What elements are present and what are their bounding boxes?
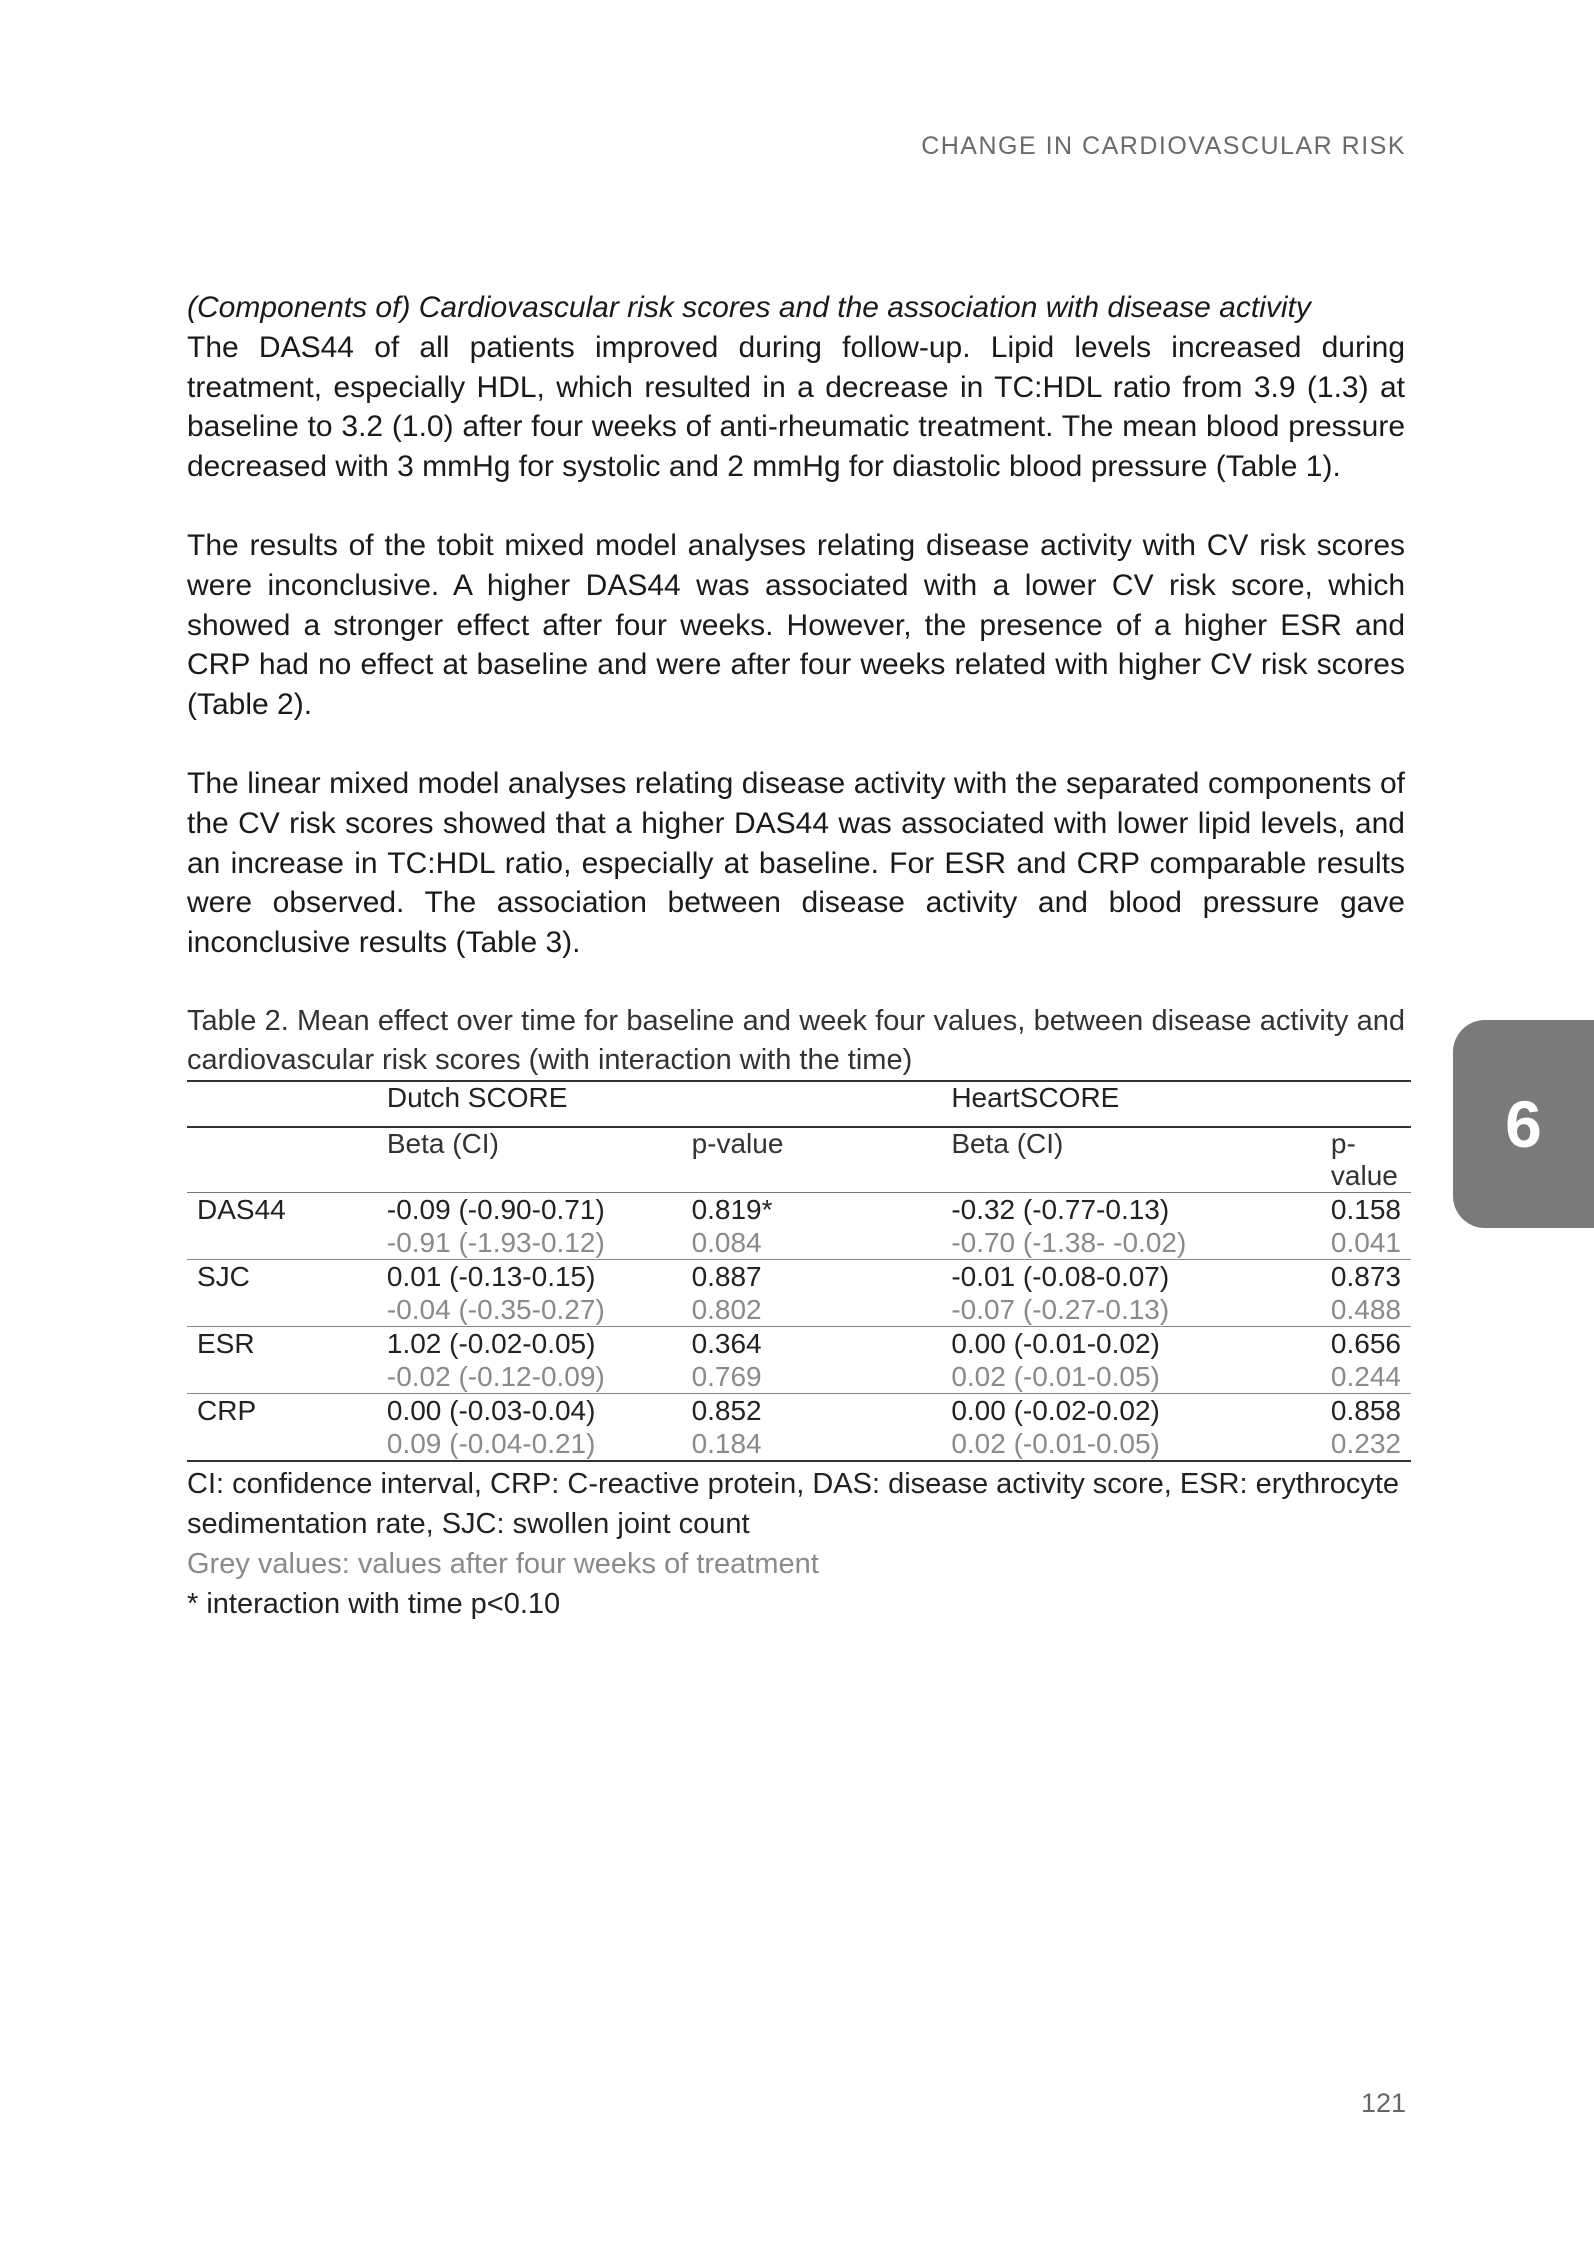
heart-p-baseline: 0.656	[1330, 1328, 1401, 1360]
heart-p-baseline: 0.158	[1330, 1194, 1401, 1226]
group-header-heartscore: HeartSCORE	[941, 1081, 1411, 1127]
table-caption: Table 2. Mean effect over time for baseline and week four values, between disease activity and cardiovascular risk scores (with interaction with the time)	[187, 1005, 1405, 1077]
dutch-beta-baseline: 1.02 (-0.02-0.05)	[386, 1328, 596, 1360]
table-row	[187, 1327, 1411, 1394]
dutch-p-baseline: 0.364	[691, 1328, 762, 1360]
heart-beta-baseline: -0.01 (-0.08-0.07)	[951, 1261, 1170, 1293]
heart-p-cell	[1321, 1394, 1411, 1462]
heart-beta-baseline: 0.00 (-0.01-0.02)	[951, 1328, 1160, 1360]
row-label: CRP	[187, 1394, 377, 1462]
sub-header-dutch-p: p-value	[682, 1127, 942, 1193]
dutch-beta-baseline: -0.09 (-0.90-0.71)	[386, 1194, 605, 1226]
heart-p-week4: 0.244	[1330, 1361, 1401, 1393]
dutch-p-cell	[682, 1193, 942, 1260]
chapter-tab: 6	[1453, 1020, 1594, 1228]
dutch-p-cell	[682, 1327, 942, 1394]
footnote-grey-values: Grey values: values after four weeks of treatment	[187, 1548, 819, 1581]
sub-header-heart-p: p-value	[1321, 1127, 1411, 1193]
table-row	[187, 1193, 1411, 1260]
dutch-beta-week4: -0.91 (-1.93-0.12)	[386, 1227, 605, 1259]
dutch-p-week4: 0.184	[691, 1428, 762, 1460]
sub-header-blank	[187, 1127, 377, 1193]
dutch-beta-week4: 0.09 (-0.04-0.21)	[386, 1428, 596, 1460]
dutch-p-baseline: 0.887	[691, 1261, 762, 1293]
dutch-beta-baseline: 0.01 (-0.13-0.15)	[386, 1261, 596, 1293]
paragraph-2: The results of the tobit mixed model analyses relating disease activity with CV risk scores were inconclusive. A higher DAS44 was associated with a lower CV risk score, which showed a stronger effect after four weeks. However, the presence of a higher ESR and CRP had no effect at baseline and were after four weeks related with higher CV risk scores (Table 2).	[187, 529, 1405, 721]
dutch-beta-week4: -0.04 (-0.35-0.27)	[386, 1294, 605, 1326]
dutch-p-cell	[682, 1260, 942, 1327]
heart-p-baseline: 0.873	[1330, 1261, 1401, 1293]
group-header-blank	[187, 1081, 377, 1127]
table-group-header-row	[187, 1081, 1411, 1127]
table-footnotes	[187, 1464, 1405, 1624]
table-row	[187, 1394, 1411, 1462]
heart-p-baseline: 0.858	[1330, 1395, 1401, 1427]
dutch-p-baseline: 0.819*	[691, 1194, 773, 1226]
heart-p-cell	[1321, 1193, 1411, 1260]
heart-beta-baseline: -0.32 (-0.77-0.13)	[951, 1194, 1170, 1226]
dutch-beta-cell	[377, 1193, 682, 1260]
row-label: DAS44	[187, 1193, 377, 1260]
heart-beta-cell	[941, 1327, 1321, 1394]
table-row	[187, 1260, 1411, 1327]
heart-beta-cell	[941, 1260, 1321, 1327]
heart-p-week4: 0.041	[1330, 1227, 1401, 1259]
heart-p-week4: 0.488	[1330, 1294, 1401, 1326]
sub-header-heart-beta: Beta (CI)	[941, 1127, 1321, 1193]
paragraph-1: The DAS44 of all patients improved during follow-up. Lipid levels increased during treatment, especially HDL, which resulted in a decrease in TC:HDL ratio from 3.9 (1.3) at baseline to 3.2 (1.0) after four weeks of anti-rheumatic treatment. The mean blood pressure decreased with 3 mmHg for systolic and 2 mmHg for diastolic blood pressure (Table 1).	[187, 331, 1405, 483]
heart-beta-week4: 0.02 (-0.01-0.05)	[951, 1361, 1160, 1393]
running-header: CHANGE IN CARDIOVASCULAR RISK	[921, 132, 1406, 160]
group-header-dutch-score: Dutch SCORE	[377, 1081, 941, 1127]
results-table	[187, 1080, 1411, 1462]
heart-p-cell	[1321, 1260, 1411, 1327]
heart-p-cell	[1321, 1327, 1411, 1394]
heart-beta-week4: -0.70 (-1.38- -0.02)	[951, 1227, 1187, 1259]
dutch-beta-cell	[377, 1327, 682, 1394]
dutch-beta-cell	[377, 1260, 682, 1327]
heart-beta-cell	[941, 1394, 1321, 1462]
heart-beta-week4: 0.02 (-0.01-0.05)	[951, 1428, 1160, 1460]
dutch-beta-cell	[377, 1394, 682, 1462]
footnote-interaction: * interaction with time p<0.10	[187, 1588, 561, 1621]
heart-beta-cell	[941, 1193, 1321, 1260]
dutch-beta-baseline: 0.00 (-0.03-0.04)	[386, 1395, 596, 1427]
heart-beta-week4: -0.07 (-0.27-0.13)	[951, 1294, 1170, 1326]
dutch-p-week4: 0.769	[691, 1361, 762, 1393]
dutch-p-baseline: 0.852	[691, 1395, 762, 1427]
table-sub-header-row	[187, 1127, 1411, 1193]
dutch-p-cell	[682, 1394, 942, 1462]
heart-p-week4: 0.232	[1330, 1428, 1401, 1460]
row-label: ESR	[187, 1327, 377, 1394]
main-content	[187, 288, 1405, 1624]
footnote-abbreviations: CI: confidence interval, CRP: C-reactive protein, DAS: disease activity score, ESR: erythrocyte sedimentation rate, SJC: swollen joint count	[187, 1468, 1400, 1541]
dutch-p-week4: 0.802	[691, 1294, 762, 1326]
sub-header-dutch-beta: Beta (CI)	[377, 1127, 682, 1193]
heart-beta-baseline: 0.00 (-0.02-0.02)	[951, 1395, 1160, 1427]
paragraph-3: The linear mixed model analyses relating disease activity with the separated components of the CV risk scores showed that a higher DAS44 was associated with lower lipid levels, and an increase in TC:HDL ratio, especially at baseline. For ESR and CRP comparable results were observed. The association between disease activity and blood pressure gave inconclusive results (Table 3).	[187, 767, 1405, 959]
dutch-beta-week4: -0.02 (-0.12-0.09)	[386, 1361, 605, 1393]
row-label: SJC	[187, 1260, 377, 1327]
dutch-p-week4: 0.084	[691, 1227, 762, 1259]
section-heading: (Components of) Cardiovascular risk scores and the association with disease activity	[187, 291, 1311, 324]
page-number: 121	[1360, 2088, 1406, 2118]
